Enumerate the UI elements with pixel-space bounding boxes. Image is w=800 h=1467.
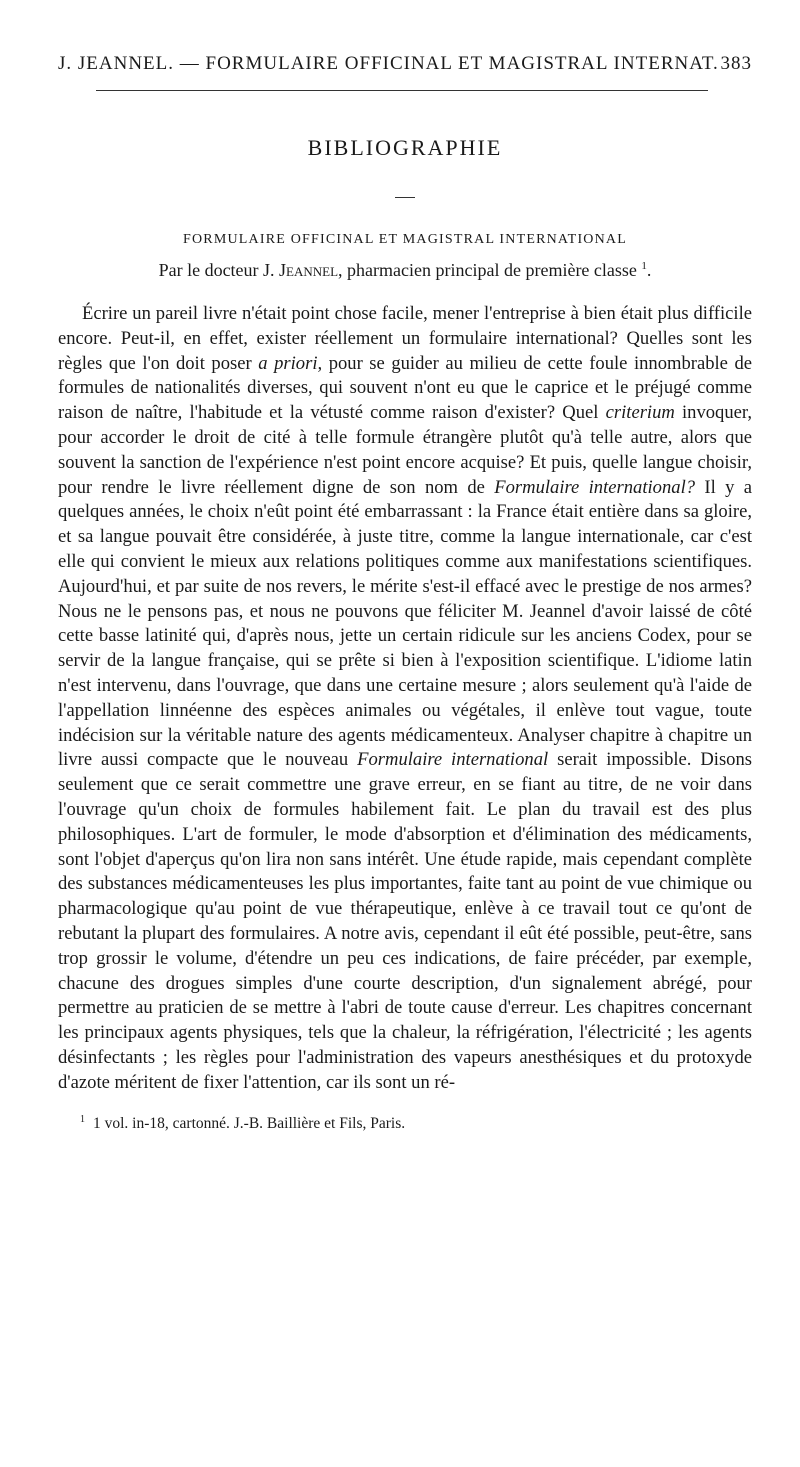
section-title: BIBLIOGRAPHIE: [307, 135, 503, 160]
byline-prefix: Par le docteur J.: [158, 260, 275, 280]
paragraph-italic: Formulaire international: [357, 749, 549, 771]
paragraph-text: Écrire un pareil livre n'était point chose facile, mener l'entreprise à bien était plus difficile encore. Peut-il, en effet, exister réellement un formulaire international? Quelles sont les règles que l'on doit poser: [58, 303, 752, 374]
page-number: 383: [720, 53, 752, 74]
paragraph-text: Il y a quelques années, le choix n'eût point été embarrassant : la France était entière dans sa gloire, et sa langue pouvait être considérée, à juste titre, comme la langue internationale, car c'est elle qui convient le mieux aux relations politiques comme aux manifestations scientifiques. Aujourd'hui, et par suite de nos revers, le mérite s'est-il effacé avec le prestige de nos armes? Nous ne le pensons pas, et nous ne pouvons que féliciter M. Jeannel d'avoir laissé de côté cette basse latinité qui, d'après nous, jette un certain ridicule sur les anciens Codex, pour se servir de la langue française, qui se prête si bien à l'exposition scientifique. L'idiome latin n'est intervenu, dans l'ouvrage, que dans une certaine mesure ; alors seulement qu'à l'aide de l'appellation linnéenne des espèces animales ou végétales, il enlève tout vague, toute indécision sur la véritable nature des agents médicamenteux. Analyser chapitre à chapitre un livre aussi compacte que le nouveau: [58, 476, 752, 771]
paragraph-text: serait impossible. Disons seulement que ce serait commettre une grave erreur, en se fiant au titre, de ne voir dans l'ouvrage qu'un choix de formules habilement fait. Le plan du travail est des plus philosophiques. L'art de formuler, le mode d'absorption et d'élimination des médicaments, sont l'objet d'aperçus qu'on lira non sans intérêt. Une étude rapide, mais cependant complète des substances médicamenteuses les plus importantes, faite tant au point de vue chimique ou pharmacologique qu'au point de vue thérapeutique, enlève à ce travail tout ce qu'ont de rebutant la plupart des formulaires. A notre avis, cependant il eût été possible, peut-être, sans trop grossir le volume, d'étendre un peu ces indications, de faire précéder, par exemple, chacune des drogues simples d'une courte description, d'un signalement abrégé, pour permettre au praticien de se mettre à l'abri de toute cause d'erreur. Les chapitres concernant les principaux agents physiques, tels que la chaleur, la réfrigération, l'électricité ; les agents désinfectants ; les règles pour l'administration des vapeurs anesthésiques et du protoxyde d'azote méritent de fixer l'attention, car ils sont un ré-: [58, 749, 753, 1093]
byline-author: Jeannel: [279, 260, 339, 280]
paragraph-italic: a priori,: [258, 352, 323, 374]
section-divider: [395, 197, 415, 198]
footnote-mark: 1: [80, 1113, 85, 1125]
paragraph-italic: Formulaire international?: [494, 476, 696, 498]
paragraph-italic: criterium: [605, 402, 675, 424]
review-paragraph: [58, 302, 752, 1096]
footnote: [80, 1114, 752, 1134]
book-title: FORMULAIRE OFFICINAL ET MAGISTRAL INTERNATIONAL: [183, 232, 627, 247]
header-rule: [96, 90, 708, 91]
byline: Par le docteur J. Jeannel, pharmacien principal de première classe $^1$.: [158, 260, 652, 280]
paragraph-text: invoquer, pour accorder le droit de cité à telle formule étrangère plutôt qu'à telle autre, alors que souvent la sanction de l'expérience n'est point encore acquise? Et puis, quelle langue choisir, pour rendre le livre réellement digne de son nom de: [58, 402, 752, 498]
running-header: [58, 52, 752, 76]
footnote-text: 1 vol. in-18, cartonné. J.-B. Baillière et Fils, Paris.: [93, 1115, 406, 1133]
paragraph-text: pour se guider au milieu de cette foule innombrable de formules de nationalités diverses, qui souvent n'ont eu que le caprice et le préjugé comme raison de naître, l'habitude et la vétusté comme raison d'exister? Quel: [58, 352, 753, 424]
document-page: [58, 52, 752, 1134]
byline-suffix: , pharmacien principal de première classe: [338, 260, 637, 280]
running-title: J. JEANNEL. — FORMULAIRE OFFICINAL ET MAGISTRAL INTERNAT.: [58, 53, 719, 74]
footnote-reference: 1: [641, 260, 647, 272]
